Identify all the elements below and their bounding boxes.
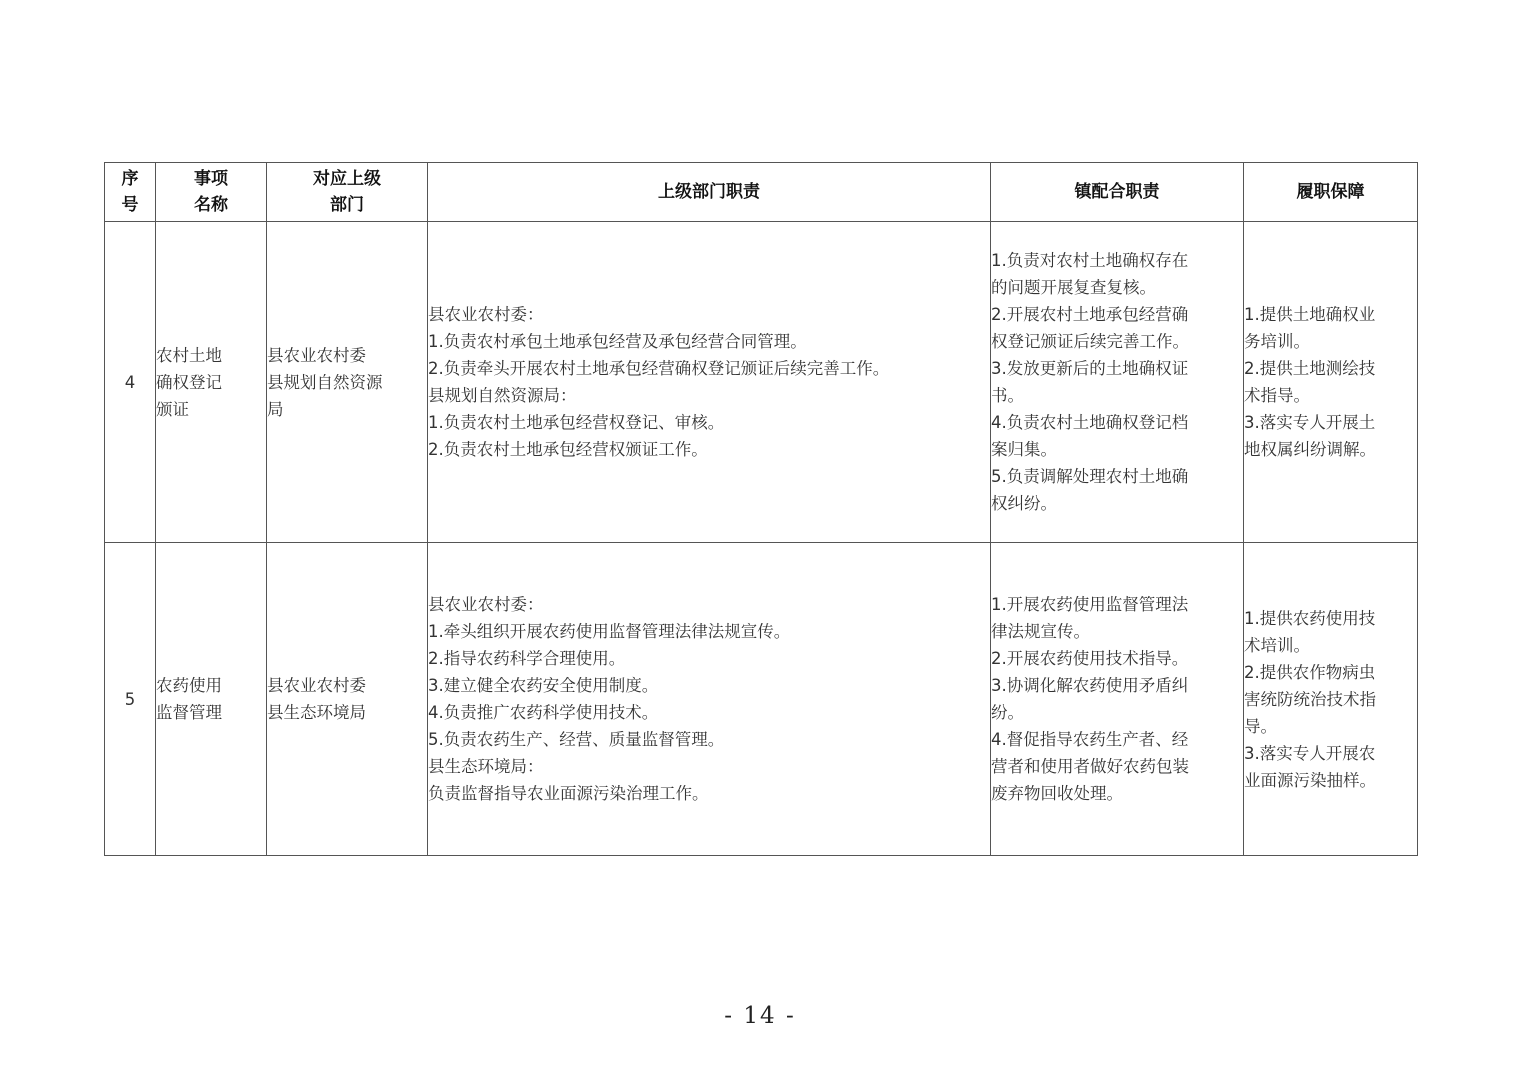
duty-line: 4.负责推广农药科学使用技术。 — [428, 703, 659, 722]
row-no: 5 — [105, 543, 156, 856]
guarantee-line: 1.提供农药使用技 — [1244, 608, 1376, 628]
header-town: 镇配合职责 — [991, 163, 1244, 222]
row-dept-line: 县农业农村委 — [267, 345, 366, 365]
guarantee-line: 术指导。 — [1244, 386, 1310, 405]
row-upper-duties — [428, 222, 991, 543]
duty-line: 县农业农村委： — [428, 305, 544, 324]
town-line: 4.负责农村土地确权登记档 — [991, 413, 1189, 432]
town-line: 4.督促指导农药生产者、经 — [991, 730, 1189, 749]
guarantee-line: 3.落实专人开展土 — [1244, 413, 1376, 432]
town-line: 5.负责调解处理农村土地确 — [991, 467, 1189, 486]
guarantee-line: 务培训。 — [1244, 332, 1310, 351]
town-line: 3.协调化解农药使用矛盾纠 — [991, 676, 1189, 695]
duty-table — [104, 162, 1418, 856]
guarantee-line: 害统防统治技术指 — [1244, 689, 1376, 709]
row-guarantee — [1244, 543, 1418, 856]
town-line: 权登记颁证后续完善工作。 — [991, 332, 1189, 351]
header-guarantee: 履职保障 — [1244, 163, 1418, 222]
town-line: 的问题开展复查复核。 — [991, 278, 1156, 297]
row-guarantee — [1244, 222, 1418, 543]
table-row — [105, 222, 1418, 543]
guarantee-line: 1.提供土地确权业 — [1244, 305, 1376, 324]
duty-line: 县生态环境局： — [428, 757, 544, 776]
header-no — [105, 163, 156, 222]
header-name-line: 名称 — [194, 195, 228, 215]
duty-line: 县农业农村委： — [428, 595, 544, 614]
row-name — [156, 543, 267, 856]
row-dept — [267, 222, 428, 543]
row-town-duties — [991, 222, 1244, 543]
town-line: 2.开展农药使用技术指导。 — [991, 649, 1189, 668]
row-name-line: 颁证 — [156, 399, 189, 419]
duty-line: 2.负责农村土地承包经营权颁证工作。 — [428, 440, 708, 459]
row-dept-line: 县农业农村委 — [267, 676, 366, 695]
page-number: - 14 - — [724, 1003, 796, 1029]
row-upper-duties — [428, 543, 991, 856]
header-no-line: 号 — [121, 195, 139, 215]
town-line: 案归集。 — [991, 440, 1057, 459]
row-name-line: 监督管理 — [156, 703, 222, 722]
duty-line: 1.牵头组织开展农药使用监督管理法律法规宣传。 — [428, 622, 791, 641]
row-dept-line: 县生态环境局 — [267, 703, 366, 722]
guarantee-line: 术培训。 — [1244, 635, 1310, 655]
guarantee-line: 地权属纠纷调解。 — [1244, 440, 1376, 459]
header-dept — [267, 163, 428, 222]
town-line: 书。 — [991, 386, 1024, 405]
duty-line: 1.负责农村土地承包经营权登记、审核。 — [428, 413, 725, 432]
town-line: 1.负责对农村土地确权存在 — [991, 251, 1189, 270]
town-line: 废弃物回收处理。 — [991, 784, 1123, 803]
guarantee-line: 2.提供土地测绘技 — [1244, 359, 1376, 378]
town-line: 律法规宣传。 — [991, 622, 1090, 641]
town-line: 3.发放更新后的土地确权证 — [991, 359, 1189, 378]
duty-line: 2.指导农药科学合理使用。 — [428, 649, 626, 668]
table-row — [105, 543, 1418, 856]
duty-line: 负责监督指导农业面源污染治理工作。 — [428, 784, 709, 803]
header-name — [156, 163, 267, 222]
row-name-line: 农村土地 — [156, 345, 222, 365]
row-name — [156, 222, 267, 543]
duty-line: 1.负责农村承包土地承包经营及承包经营合同管理。 — [428, 332, 807, 351]
guarantee-line: 2.提供农作物病虫 — [1244, 662, 1376, 682]
header-dept-line: 对应上级 — [313, 169, 381, 189]
header-dept-line: 部门 — [330, 195, 364, 215]
town-line: 权纠纷。 — [991, 494, 1057, 513]
duty-line: 2.负责牵头开展农村土地承包经营确权登记颁证后续完善工作。 — [428, 359, 890, 378]
header-upper: 上级部门职责 — [428, 163, 991, 222]
town-line: 1.开展农药使用监督管理法 — [991, 595, 1189, 614]
header-no-line: 序 — [121, 169, 139, 189]
row-town-duties — [991, 543, 1244, 856]
town-line: 2.开展农村土地承包经营确 — [991, 305, 1189, 324]
row-name-line: 确权登记 — [156, 372, 222, 392]
town-line: 纷。 — [991, 703, 1024, 722]
duty-line: 3.建立健全农药安全使用制度。 — [428, 676, 659, 695]
row-name-line: 农药使用 — [156, 676, 222, 695]
duty-line: 5.负责农药生产、经营、质量监督管理。 — [428, 730, 725, 749]
guarantee-line: 3.落实专人开展农 — [1244, 743, 1376, 763]
row-dept — [267, 543, 428, 856]
row-dept-line: 县规划自然资源 — [267, 372, 383, 392]
row-dept-line: 局 — [267, 399, 284, 419]
header-row — [105, 163, 1418, 222]
row-no: 4 — [105, 222, 156, 543]
guarantee-line: 导。 — [1244, 716, 1277, 736]
duty-line: 县规划自然资源局： — [428, 386, 577, 405]
town-line: 营者和使用者做好农药包装 — [991, 757, 1189, 776]
header-name-line: 事项 — [194, 169, 228, 189]
guarantee-line: 业面源污染抽样。 — [1244, 770, 1376, 790]
